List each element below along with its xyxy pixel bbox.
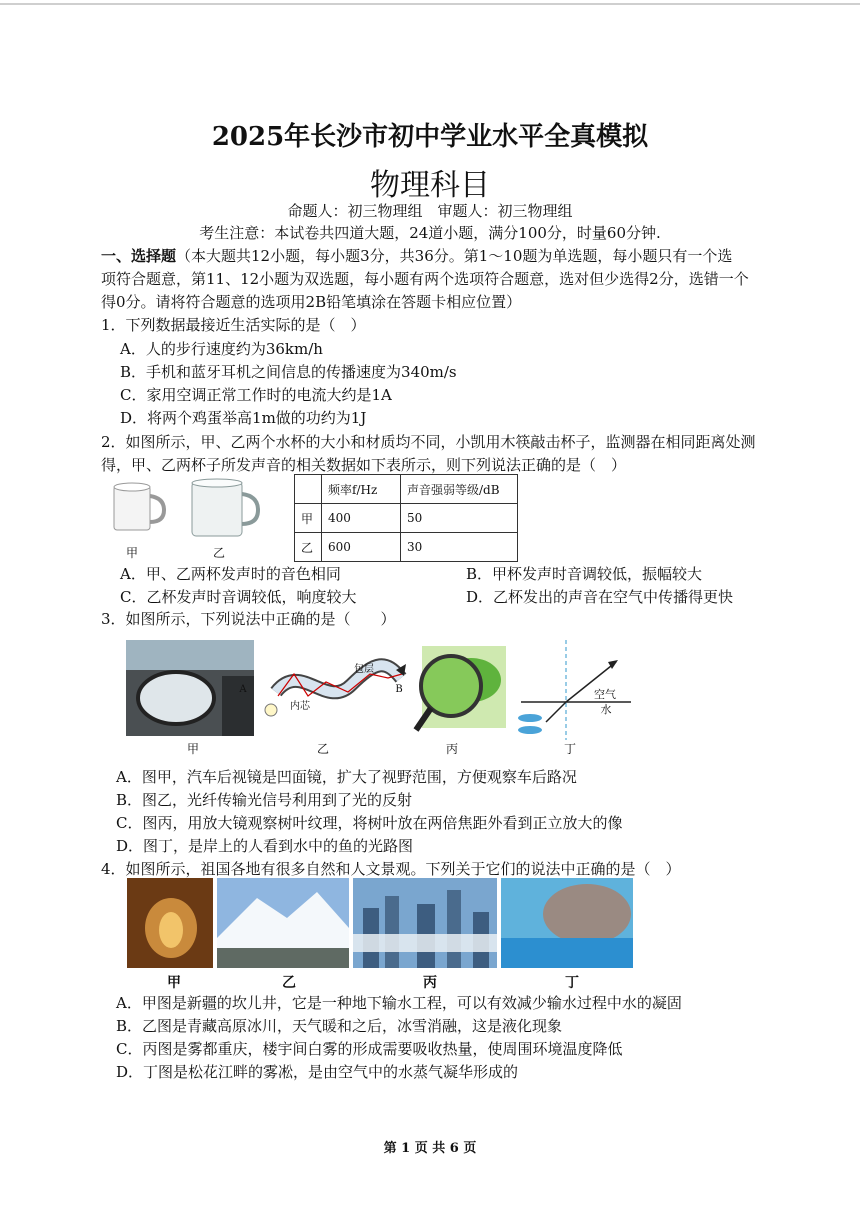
subject-title: 物理科目 [370, 168, 490, 203]
sound-data-table [294, 474, 518, 562]
table-row [295, 533, 518, 562]
q3-option-d: D．图丁，是岸上的人看到水中的鱼的光路图 [116, 837, 414, 855]
q2-stem-line1: 2．如图所示，甲、乙两个水杯的大小和材质均不同，小凯用木筷敲击杯子，监测器在相同距离处测 [101, 433, 756, 451]
q4-option-b: B．乙图是青藏高原冰川，天气暖和之后，冰雪消融，这是液化现象 [116, 1017, 563, 1035]
table-cell: 乙 [295, 533, 322, 562]
notice-line: 考生注意：本试卷共四道大题，24道小题，满分100分，时量60分钟. [199, 224, 661, 242]
q1-option-b: B．手机和蓝牙耳机之间信息的传播速度为340m/s [120, 363, 457, 381]
q1-option-d: D．将两个鸡蛋举高1m做的功约为1J [120, 409, 367, 427]
table-header-cell [295, 475, 322, 504]
table-header-row [295, 475, 518, 504]
cup-jia-label: 甲 [125, 546, 138, 560]
exam-title: 2025年长沙市初中学业水平全真模拟 [211, 122, 649, 152]
rime-photo [501, 878, 633, 968]
fiber-core-b-label: B [395, 684, 403, 695]
fig3-jia-label: 甲 [186, 742, 199, 756]
table-header-cell: 频率f/Hz [322, 475, 401, 504]
q4-option-c: C．丙图是雾都重庆，楼宇间白雾的形成需要吸收热量，使周围环境温度降低 [116, 1040, 623, 1058]
fiber-core-label: 内芯 [290, 701, 310, 712]
landscape-photos [127, 878, 635, 970]
fig3-yi-label: 乙 [316, 742, 329, 756]
air-label: 空气 [594, 688, 616, 701]
q1-stem: 1．下列数据最接近生活实际的是（ ） [101, 316, 366, 334]
table-cell: 甲 [295, 504, 322, 533]
mug-jia-image [114, 483, 164, 530]
cup-yi-label: 乙 [212, 546, 225, 560]
q3-option-b: B．图乙，光纤传输光信号利用到了光的反射 [116, 791, 413, 809]
water-label: 水 [600, 703, 612, 716]
section1-intro-line1 [101, 245, 732, 267]
table-cell: 30 [401, 533, 518, 562]
table-header-cell: 声音强弱等级/dB [401, 475, 518, 504]
karez-photo [127, 878, 213, 968]
fig3-ding-label: 丁 [563, 742, 576, 756]
section1-intro-line2: 项符合题意，第11、12小题为双选题，每小题有两个选项符合题意，选对但少选得2分，选错一个 [101, 270, 749, 288]
fiber-cladding-label: 包层 [354, 664, 374, 675]
q2-option-c: C．乙杯发声时音调较低，响度较大 [120, 588, 357, 606]
fig4-jia-label: 甲 [167, 975, 181, 991]
q3-option-c: C．图丙，用放大镜观察树叶纹理，将树叶放在两倍焦距外看到正立放大的像 [116, 814, 623, 832]
optics-figures [126, 640, 636, 740]
q2-stem-line2: 得，甲、乙两杯子所发声音的相关数据如下表所示，则下列说法正确的是（ ） [101, 456, 627, 474]
q4-option-a: A．甲图是新疆的坎儿井，它是一种地下输水工程，可以有效减少输水过程中水的凝固 [116, 994, 682, 1012]
q4-option-d: D．丁图是松花江畔的雾凇，是由空气中的水蒸气凝华形成的 [116, 1063, 519, 1081]
table-cell: 400 [322, 504, 401, 533]
page-number: 第 1 页 共 6 页 [383, 1141, 477, 1156]
fig4-yi-label: 乙 [282, 975, 296, 991]
q1-option-c: C．家用空调正常工作时的电流大约是1A [120, 386, 392, 404]
top-border [0, 3, 860, 5]
section1-intro-text1: （本大题共12小题，每小题3分，共36分。第1～10题为单选题，每小题只有一个选 [176, 247, 733, 265]
q3-option-a: A．图甲，汽车后视镜是凹面镜，扩大了视野范围，方便观察车后路况 [116, 768, 577, 786]
table-cell: 600 [322, 533, 401, 562]
section1-heading: 一、选择题 [101, 247, 177, 265]
magnifier-leaf-image [416, 646, 506, 730]
section1-intro-line3: 得0分。请将符合题意的选项用2B铅笔填涂在答题卡相应位置） [101, 293, 522, 311]
table-cell: 50 [401, 504, 518, 533]
q3-stem: 3．如图所示，下列说法中正确的是（ ） [101, 610, 396, 628]
table-row [295, 504, 518, 533]
fig4-ding-label: 丁 [565, 975, 579, 991]
q2-option-b: B．甲杯发声时音调较低，振幅较大 [466, 565, 703, 583]
q4-stem: 4．如图所示，祖国各地有很多自然和人文景观。下列关于它们的说法中正确的是（ ） [101, 860, 681, 878]
authors-line: 命题人：初三物理组 审题人：初三物理组 [287, 202, 573, 220]
fig3-bing-label: 丙 [445, 742, 458, 756]
q2-option-a: A．甲、乙两杯发声时的音色相同 [120, 565, 341, 583]
fig4-bing-label: 丙 [423, 975, 437, 991]
glacier-photo [217, 878, 349, 968]
cups-figure [106, 478, 266, 548]
q2-option-d: D．乙杯发出的声音在空气中传播得更快 [466, 588, 734, 606]
fiber-core-a-label: A [239, 684, 247, 695]
chongqing-fog-photo [353, 878, 497, 968]
mug-yi-image [192, 479, 258, 536]
q1-option-a: A．人的步行速度约为36km/h [120, 340, 323, 358]
